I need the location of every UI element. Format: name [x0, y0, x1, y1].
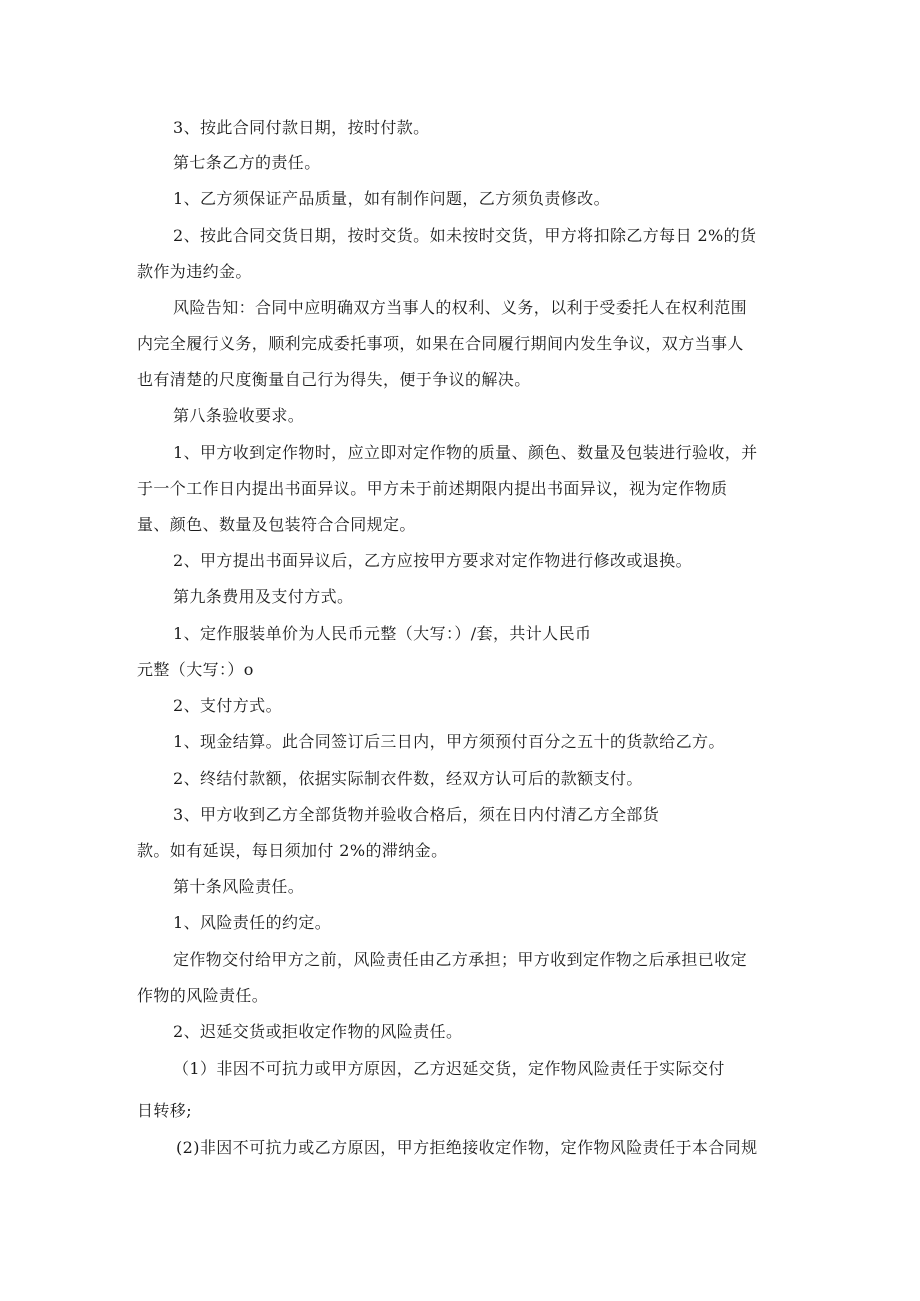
article-9-item-2: 2、支付方式。 — [173, 696, 282, 715]
article-8-item-1-line-1: 1、甲方收到定作物时，应立即对定作物的质量、颜色、数量及包装进行验收，并 — [173, 443, 758, 462]
payment-method-3-line-2: 款。如有延误，每日须加付 2%的滞纳金。 — [137, 841, 448, 860]
article-10-item-1: 1、风险责任的约定。 — [173, 913, 332, 932]
risk-notice-line-3: 也有清楚的尺度衡量自己行为得失，便于争议的解决。 — [137, 370, 531, 389]
article-8-item-1-line-2: 于一个工作日内提出书面异议。甲方未于前述期限内提出书面异议，视为定作物质 — [137, 479, 728, 498]
risk-agreement-line-2: 作物的风险责任。 — [137, 986, 269, 1005]
article-7-item-1: 1、乙方须保证产品质量，如有制作问题，乙方须负责修改。 — [173, 189, 610, 208]
payment-method-2: 2、终结付款额，依据实际制衣件数，经双方认可后的款额支付。 — [173, 769, 643, 788]
article-8-item-2: 2、甲方提出书面异议后，乙方应按甲方要求对定作物进行修改或退换。 — [173, 551, 692, 570]
risk-agreement-line-1: 定作物交付给甲方之前，风险责任由乙方承担；甲方收到定作物之后承担已收定 — [173, 950, 748, 969]
risk-notice-line-1: 风险告知：合同中应明确双方当事人的权利、义务，以利于受委托人在权利范围 — [173, 298, 748, 317]
article-8-item-1-line-3: 量、颜色、数量及包装符合合同规定。 — [137, 515, 416, 534]
risk-notice-line-2: 内完全履行义务，顺利完成委托事项，如果在合同履行期间内发生争议，双方当事人 — [137, 334, 744, 353]
delay-delivery-line-2: 日转移; — [137, 1101, 192, 1120]
payment-method-3-line-1: 3、甲方收到乙方全部货物并验收合格后，须在日内付清乙方全部货 — [173, 805, 660, 824]
article-9-item-1-line-2: 元整（大写：）o — [137, 660, 254, 679]
article-8-heading: 第八条验收要求。 — [173, 406, 305, 425]
article-7-heading: 第七条乙方的责任。 — [173, 153, 321, 172]
refusal-line-1: (2)非因不可抗力或乙方原因，甲方拒绝接收定作物，定作物风险责任于本合同规 — [176, 1138, 758, 1157]
article-10-item-2: 2、迟延交货或拒收定作物的风险责任。 — [173, 1022, 463, 1041]
article-7-item-2-line-2: 款作为违约金。 — [137, 262, 252, 281]
payment-method-1: 1、现金结算。此合同签订后三日内，甲方须预付百分之五十的货款给乙方。 — [173, 732, 725, 751]
clause-7-item-3: 3、按此合同付款日期，按时付款。 — [173, 118, 430, 137]
article-10-heading: 第十条风险责任。 — [173, 877, 305, 896]
delay-delivery-line-1: （1）非因不可抗力或甲方原因，乙方迟延交货，定作物风险责任于实际交付 — [173, 1059, 725, 1078]
article-9-item-1-line-1: 1、定作服装单价为人民币元整（大写：）/套，共计人民币 — [173, 624, 592, 643]
article-9-heading: 第九条费用及支付方式。 — [173, 587, 354, 606]
article-7-item-2-line-1: 2、按此合同交货日期，按时交货。如未按时交货，甲方将扣除乙方每日 2%的货 — [173, 226, 757, 245]
